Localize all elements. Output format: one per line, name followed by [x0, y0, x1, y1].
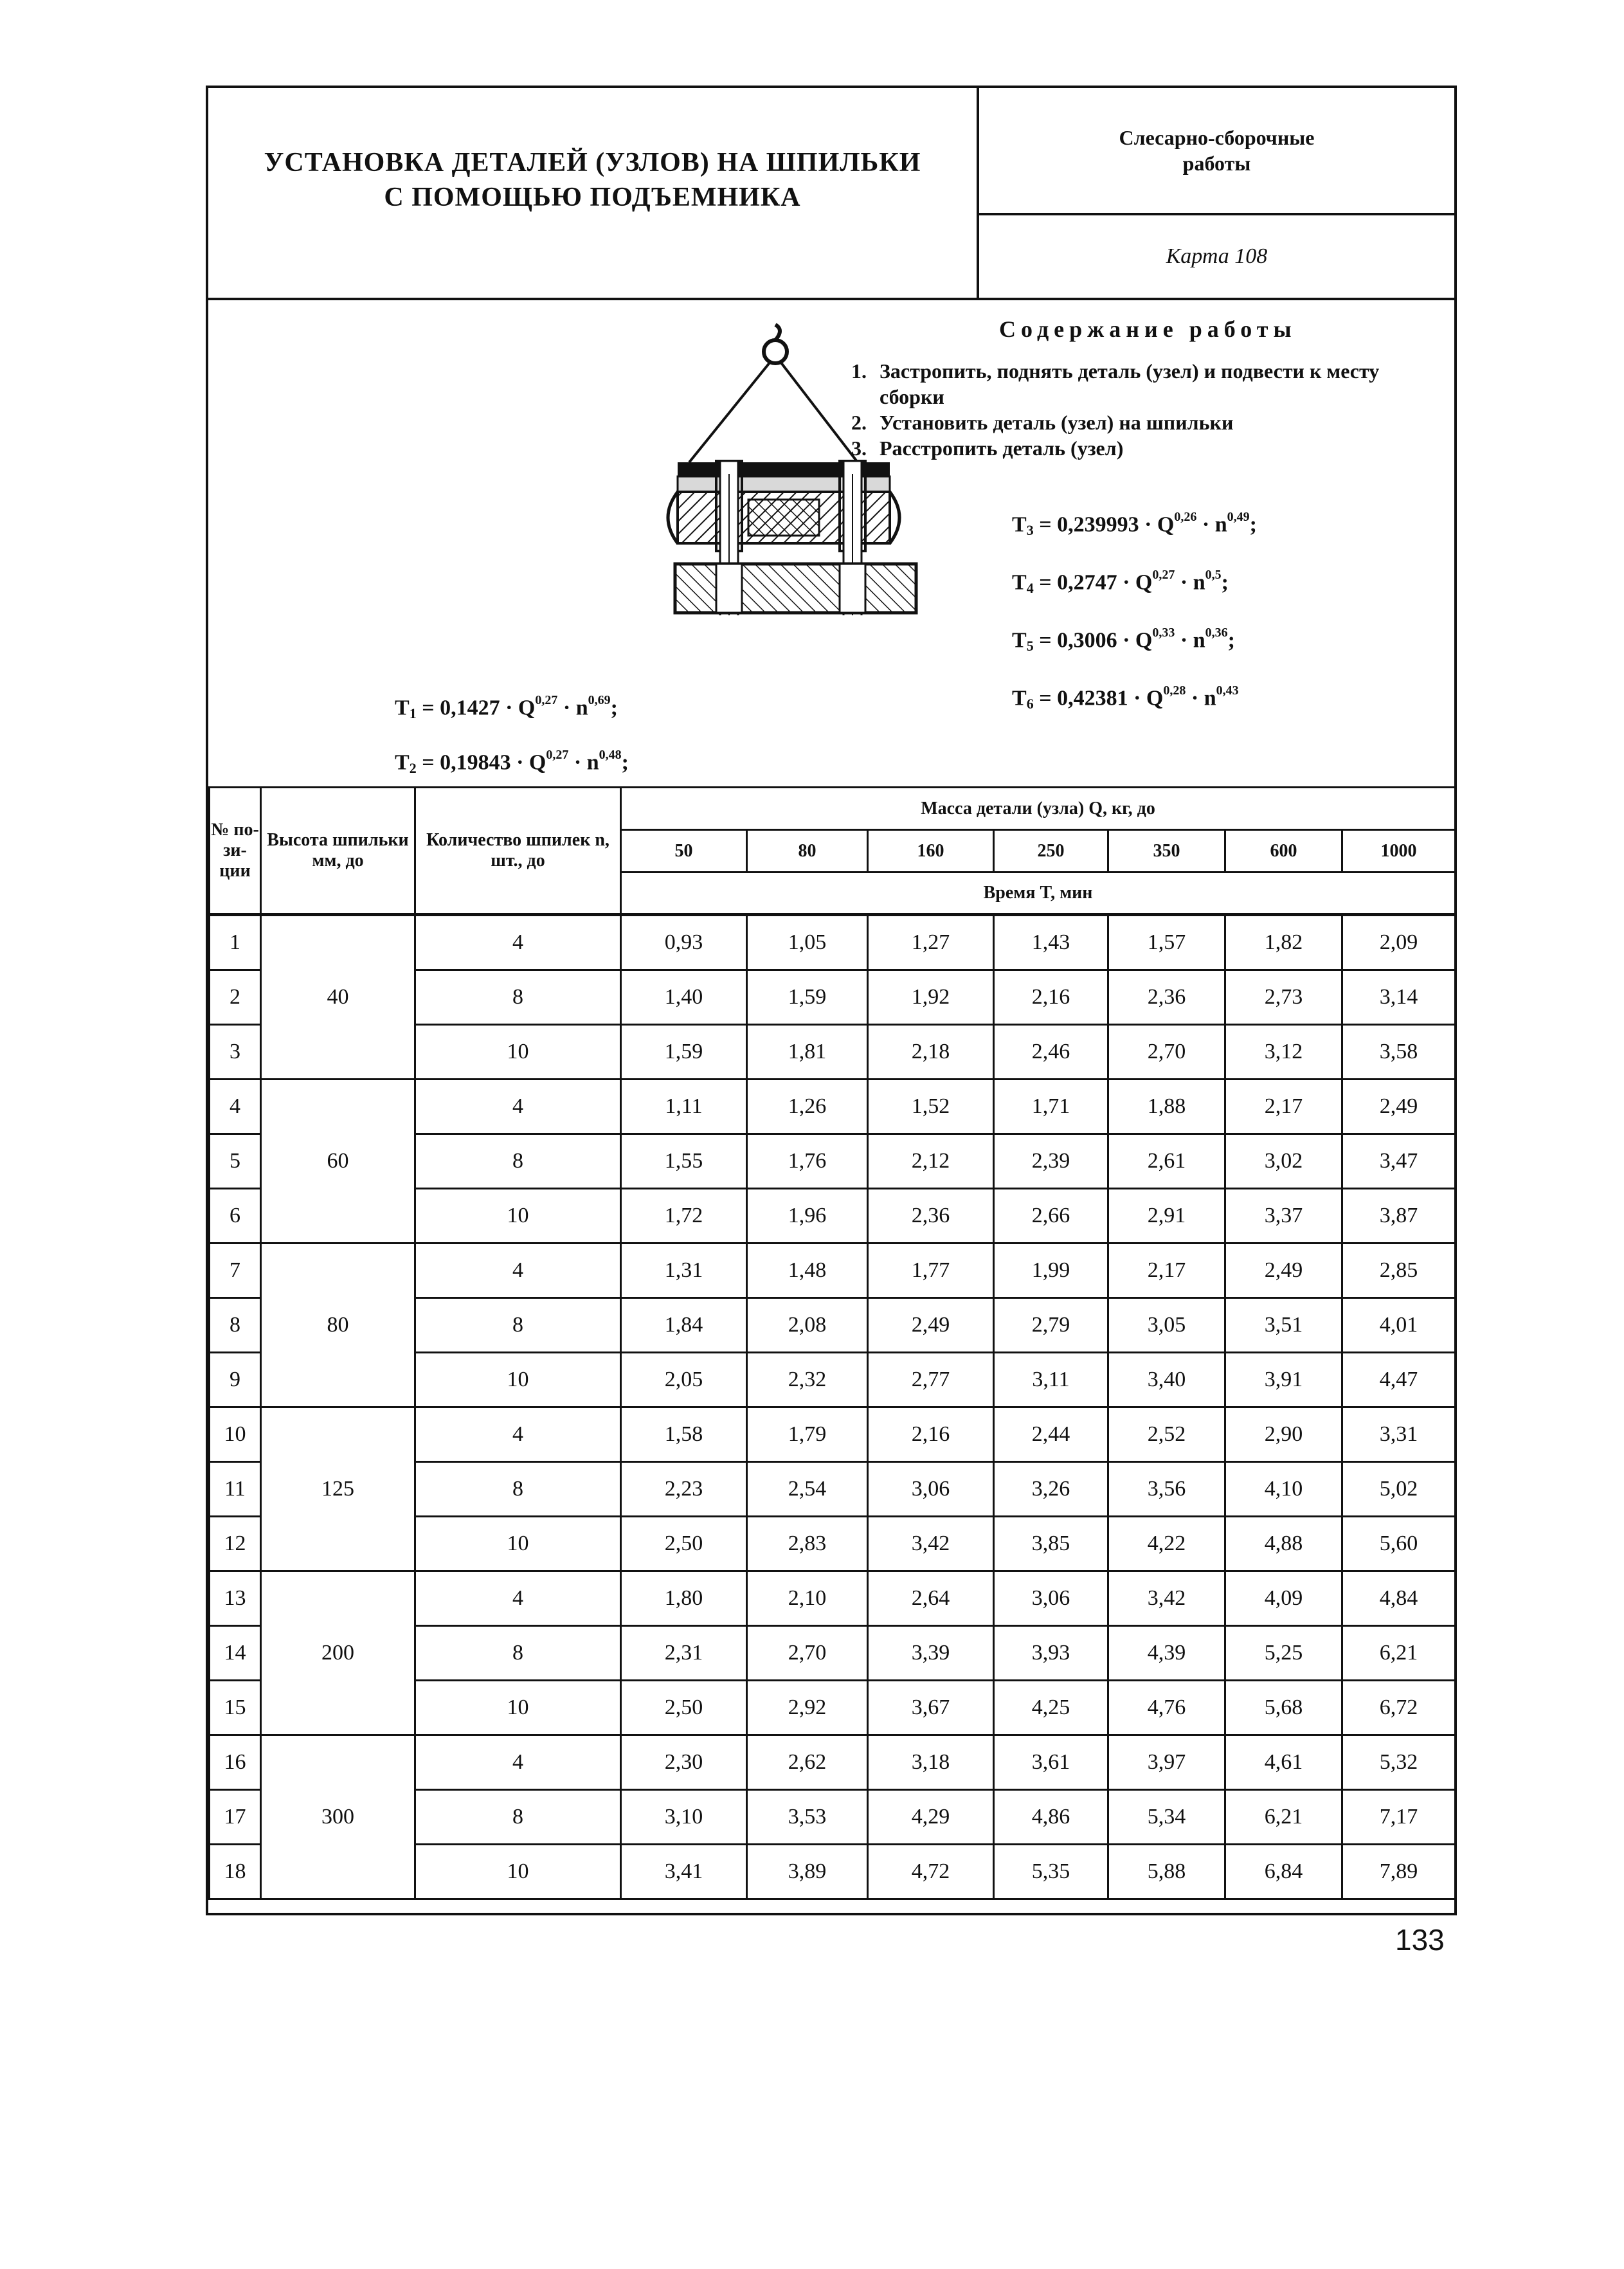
time-value-cell: 2,91	[1108, 1189, 1225, 1243]
position-cell: 6	[210, 1189, 261, 1243]
time-value-cell: 2,85	[1342, 1243, 1456, 1298]
position-cell: 8	[210, 1298, 261, 1353]
position-cell: 3	[210, 1025, 261, 1080]
col-header-position: № по-зи-ции	[210, 788, 261, 915]
time-value-cell: 2,92	[747, 1681, 868, 1735]
time-value-cell: 1,59	[747, 970, 868, 1025]
time-value-cell: 3,91	[1225, 1353, 1342, 1407]
stud-count-cell: 4	[415, 1735, 621, 1790]
time-value-cell: 3,40	[1108, 1353, 1225, 1407]
time-value-cell: 1,40	[621, 970, 747, 1025]
position-cell: 2	[210, 970, 261, 1025]
time-value-cell: 6,72	[1342, 1681, 1456, 1735]
time-value-cell: 5,68	[1225, 1681, 1342, 1735]
time-value-cell: 3,42	[1108, 1571, 1225, 1626]
time-value-cell: 2,70	[747, 1626, 868, 1681]
time-value-cell: 1,26	[747, 1080, 868, 1134]
stud-height-cell: 200	[261, 1571, 415, 1735]
time-value-cell: 2,44	[994, 1407, 1108, 1462]
position-cell: 1	[210, 915, 261, 970]
position-cell: 13	[210, 1571, 261, 1626]
time-value-cell: 2,12	[868, 1134, 994, 1189]
stud-height-cell: 80	[261, 1243, 415, 1407]
time-value-cell: 3,31	[1342, 1407, 1456, 1462]
time-value-cell: 3,02	[1225, 1134, 1342, 1189]
time-value-cell: 4,39	[1108, 1626, 1225, 1681]
table-body	[210, 915, 1456, 1899]
formula-t5: $T5 = 0,3006 \cdot Q^{0,33} \cdot n^{0,36}$;	[1012, 626, 1235, 655]
time-value-cell: 2,62	[747, 1735, 868, 1790]
time-value-cell: 2,36	[1108, 970, 1225, 1025]
mass-header-cell: 80	[747, 830, 868, 872]
page-number: 133	[1395, 1923, 1445, 1957]
time-value-cell: 4,76	[1108, 1681, 1225, 1735]
time-value-cell: 4,01	[1342, 1298, 1456, 1353]
time-value-cell: 7,17	[1342, 1790, 1456, 1845]
time-value-cell: 2,73	[1225, 970, 1342, 1025]
time-value-cell: 1,77	[868, 1243, 994, 1298]
time-value-cell: 2,10	[747, 1571, 868, 1626]
time-value-cell: 2,49	[1225, 1243, 1342, 1298]
stud-height-cell: 60	[261, 1080, 415, 1243]
title-line-1: УСТАНОВКА ДЕТАЛЕЙ (УЗЛОВ) НА ШПИЛЬКИ	[264, 148, 921, 177]
time-value-cell: 4,29	[868, 1790, 994, 1845]
stud-count-cell: 10	[415, 1025, 621, 1080]
table-row	[210, 1407, 1456, 1462]
time-value-cell: 0,93	[621, 915, 747, 970]
content-block	[208, 300, 1454, 786]
time-value-cell: 3,11	[994, 1353, 1108, 1407]
time-value-cell: 3,06	[868, 1462, 994, 1517]
col-header-mass: Масса детали (узла) Q, кг, до	[621, 788, 1456, 830]
time-value-cell: 2,54	[747, 1462, 868, 1517]
stud-count-cell: 4	[415, 1571, 621, 1626]
time-value-cell: 3,93	[994, 1626, 1108, 1681]
time-value-cell: 5,60	[1342, 1517, 1456, 1571]
stud-count-cell: 8	[415, 1790, 621, 1845]
time-value-cell: 1,59	[621, 1025, 747, 1080]
header-block	[208, 88, 1454, 300]
table-row	[210, 1571, 1456, 1626]
mass-header-cell: 350	[1108, 830, 1225, 872]
time-value-cell: 2,61	[1108, 1134, 1225, 1189]
time-value-cell: 2,30	[621, 1735, 747, 1790]
stud-count-cell: 10	[415, 1189, 621, 1243]
time-value-cell: 2,50	[621, 1517, 747, 1571]
time-value-cell: 4,84	[1342, 1571, 1456, 1626]
time-value-cell: 3,10	[621, 1790, 747, 1845]
position-cell: 15	[210, 1681, 261, 1735]
time-value-cell: 3,51	[1225, 1298, 1342, 1353]
time-value-cell: 3,67	[868, 1681, 994, 1735]
work-content-heading: Содержание работы	[999, 316, 1297, 342]
time-value-cell: 4,25	[994, 1681, 1108, 1735]
time-value-cell: 6,21	[1342, 1626, 1456, 1681]
work-steps-list	[851, 358, 1449, 461]
position-cell: 4	[210, 1080, 261, 1134]
time-value-cell: 1,80	[621, 1571, 747, 1626]
time-value-cell: 1,92	[868, 970, 994, 1025]
stud-height-cell: 300	[261, 1735, 415, 1899]
category-line-1: Слесарно-сборочные	[1119, 126, 1315, 149]
stud-count-cell: 10	[415, 1681, 621, 1735]
time-value-cell: 5,88	[1108, 1845, 1225, 1899]
position-cell: 11	[210, 1462, 261, 1517]
time-value-cell: 1,84	[621, 1298, 747, 1353]
formula-t2: $T2 = 0,19843 \cdot Q^{0,27} \cdot n^{0,48}$;	[395, 748, 629, 777]
time-value-cell: 5,02	[1342, 1462, 1456, 1517]
time-value-cell: 3,14	[1342, 970, 1456, 1025]
time-value-cell: 3,26	[994, 1462, 1108, 1517]
position-cell: 16	[210, 1735, 261, 1790]
time-value-cell: 5,35	[994, 1845, 1108, 1899]
time-value-cell: 2,52	[1108, 1407, 1225, 1462]
time-value-cell: 3,18	[868, 1735, 994, 1790]
time-value-cell: 3,37	[1225, 1189, 1342, 1243]
time-value-cell: 1,05	[747, 915, 868, 970]
time-value-cell: 2,36	[868, 1189, 994, 1243]
sling-lines	[689, 362, 858, 462]
time-value-cell: 3,42	[868, 1517, 994, 1571]
stud-count-cell: 4	[415, 1407, 621, 1462]
time-value-cell: 4,61	[1225, 1735, 1342, 1790]
time-value-cell: 2,09	[1342, 915, 1456, 970]
time-value-cell: 2,16	[994, 970, 1108, 1025]
work-step: 1. Застропить, поднять деталь (узел) и подвести к месту сборки	[851, 359, 1380, 408]
time-value-cell: 3,39	[868, 1626, 994, 1681]
time-value-cell: 2,64	[868, 1571, 994, 1626]
time-value-cell: 2,17	[1108, 1243, 1225, 1298]
time-value-cell: 4,72	[868, 1845, 994, 1899]
work-step: 3. Расстропить деталь (узел)	[851, 437, 1124, 460]
col-header-time: Время T, мин	[621, 872, 1456, 915]
time-value-cell: 2,70	[1108, 1025, 1225, 1080]
time-value-cell: 3,97	[1108, 1735, 1225, 1790]
col-header-stud-height: Высота шпильки мм, до	[261, 788, 415, 915]
time-value-cell: 4,09	[1225, 1571, 1342, 1626]
title-line-2: С ПОМОЩЬЮ ПОДЪЕМНИКА	[384, 183, 801, 212]
time-value-cell: 4,10	[1225, 1462, 1342, 1517]
time-value-cell: 4,22	[1108, 1517, 1225, 1571]
base-plate	[675, 564, 916, 613]
time-value-cell: 3,61	[994, 1735, 1108, 1790]
time-value-cell: 1,55	[621, 1134, 747, 1189]
table-row	[210, 1080, 1456, 1134]
time-value-cell: 1,43	[994, 915, 1108, 970]
position-cell: 7	[210, 1243, 261, 1298]
position-cell: 5	[210, 1134, 261, 1189]
header-right	[979, 88, 1454, 298]
stud-count-cell: 8	[415, 970, 621, 1025]
time-value-cell: 4,86	[994, 1790, 1108, 1845]
stud-count-cell: 8	[415, 1462, 621, 1517]
time-value-cell: 1,72	[621, 1189, 747, 1243]
time-value-cell: 5,34	[1108, 1790, 1225, 1845]
formula-t4: $T4 = 0,2747 \cdot Q^{0,27} \cdot n^{0,5}$;	[1012, 568, 1229, 597]
time-value-cell: 1,88	[1108, 1080, 1225, 1134]
time-value-cell: 2,90	[1225, 1407, 1342, 1462]
time-value-cell: 2,39	[994, 1134, 1108, 1189]
time-value-cell: 2,08	[747, 1298, 868, 1353]
time-value-cell: 3,85	[994, 1517, 1108, 1571]
col-header-stud-count: Количество шпилек n, шт., до	[415, 788, 621, 915]
time-value-cell: 1,81	[747, 1025, 868, 1080]
time-value-cell: 1,11	[621, 1080, 747, 1134]
time-value-cell: 3,47	[1342, 1134, 1456, 1189]
document-page	[206, 86, 1457, 1915]
mass-header-cell: 50	[621, 830, 747, 872]
hook-icon	[764, 325, 787, 363]
stud-height-cell: 40	[261, 915, 415, 1080]
stud-count-cell: 10	[415, 1517, 621, 1571]
time-value-cell: 2,66	[994, 1189, 1108, 1243]
mass-header-cell: 250	[994, 830, 1108, 872]
stud-height-cell: 125	[261, 1407, 415, 1571]
mass-header-cell: 600	[1225, 830, 1342, 872]
work-step: 2. Установить деталь (узел) на шпильки	[851, 411, 1234, 434]
time-value-cell: 6,84	[1225, 1845, 1342, 1899]
time-value-cell: 3,89	[747, 1845, 868, 1899]
position-cell: 14	[210, 1626, 261, 1681]
time-value-cell: 4,88	[1225, 1517, 1342, 1571]
time-value-cell: 2,16	[868, 1407, 994, 1462]
position-cell: 18	[210, 1845, 261, 1899]
time-value-cell: 1,71	[994, 1080, 1108, 1134]
formula-t3: $T3 = 0,239993 \cdot Q^{0,26} \cdot n^{0,49}$;	[1012, 510, 1257, 539]
time-value-cell: 3,58	[1342, 1025, 1456, 1080]
stud-count-cell: 8	[415, 1626, 621, 1681]
time-value-cell: 2,18	[868, 1025, 994, 1080]
time-value-cell: 2,31	[621, 1626, 747, 1681]
time-value-cell: 1,76	[747, 1134, 868, 1189]
time-value-cell: 3,56	[1108, 1462, 1225, 1517]
mass-header-cell: 160	[868, 830, 994, 872]
time-value-cell: 2,79	[994, 1298, 1108, 1353]
position-cell: 9	[210, 1353, 261, 1407]
position-cell: 12	[210, 1517, 261, 1571]
time-value-cell: 2,49	[868, 1298, 994, 1353]
stud-count-cell: 4	[415, 1080, 621, 1134]
time-value-cell: 3,06	[994, 1571, 1108, 1626]
time-value-cell: 1,31	[621, 1243, 747, 1298]
time-value-cell: 1,48	[747, 1243, 868, 1298]
stud-count-cell: 8	[415, 1298, 621, 1353]
table-row	[210, 1735, 1456, 1790]
time-value-cell: 4,47	[1342, 1353, 1456, 1407]
time-value-cell: 1,82	[1225, 915, 1342, 970]
position-cell: 10	[210, 1407, 261, 1462]
formula-t6: $T6 = 0,42381 \cdot Q^{0,28} \cdot n^{0,43}$	[1012, 683, 1239, 712]
stud-count-cell: 10	[415, 1353, 621, 1407]
table-row	[210, 1243, 1456, 1298]
stud-count-cell: 4	[415, 915, 621, 970]
time-value-cell: 2,05	[621, 1353, 747, 1407]
card-number: Карта 108	[1166, 244, 1268, 268]
time-value-cell: 1,58	[621, 1407, 747, 1462]
category-line-2: работы	[1182, 152, 1251, 175]
time-value-cell: 1,52	[868, 1080, 994, 1134]
time-norms-table	[208, 786, 1456, 1900]
time-value-cell: 5,32	[1342, 1735, 1456, 1790]
time-value-cell: 3,05	[1108, 1298, 1225, 1353]
time-value-cell: 1,79	[747, 1407, 868, 1462]
time-value-cell: 2,17	[1225, 1080, 1342, 1134]
formula-t1: $T1 = 0,1427 \cdot Q^{0,27} \cdot n^{0,69}$;	[395, 693, 618, 722]
time-value-cell: 3,41	[621, 1845, 747, 1899]
work-category	[979, 88, 1454, 215]
time-value-cell: 2,32	[747, 1353, 868, 1407]
time-value-cell: 6,21	[1225, 1790, 1342, 1845]
time-value-cell: 3,12	[1225, 1025, 1342, 1080]
mass-header-cell: 1000	[1342, 830, 1456, 872]
table-row	[210, 915, 1456, 970]
time-value-cell: 2,50	[621, 1681, 747, 1735]
time-value-cell: 2,83	[747, 1517, 868, 1571]
stud-count-cell: 10	[415, 1845, 621, 1899]
time-value-cell: 1,27	[868, 915, 994, 970]
time-value-cell: 2,23	[621, 1462, 747, 1517]
time-value-cell: 2,77	[868, 1353, 994, 1407]
time-value-cell: 2,49	[1342, 1080, 1456, 1134]
time-value-cell: 3,87	[1342, 1189, 1456, 1243]
time-value-cell: 1,57	[1108, 915, 1225, 970]
time-value-cell: 7,89	[1342, 1845, 1456, 1899]
document-title	[264, 145, 921, 215]
time-value-cell: 1,96	[747, 1189, 868, 1243]
time-value-cell: 3,53	[747, 1790, 868, 1845]
time-value-cell: 1,99	[994, 1243, 1108, 1298]
title-cell	[208, 88, 979, 298]
stud-count-cell: 4	[415, 1243, 621, 1298]
stud-count-cell: 8	[415, 1134, 621, 1189]
position-cell: 17	[210, 1790, 261, 1845]
time-value-cell: 5,25	[1225, 1626, 1342, 1681]
time-value-cell: 2,46	[994, 1025, 1108, 1080]
